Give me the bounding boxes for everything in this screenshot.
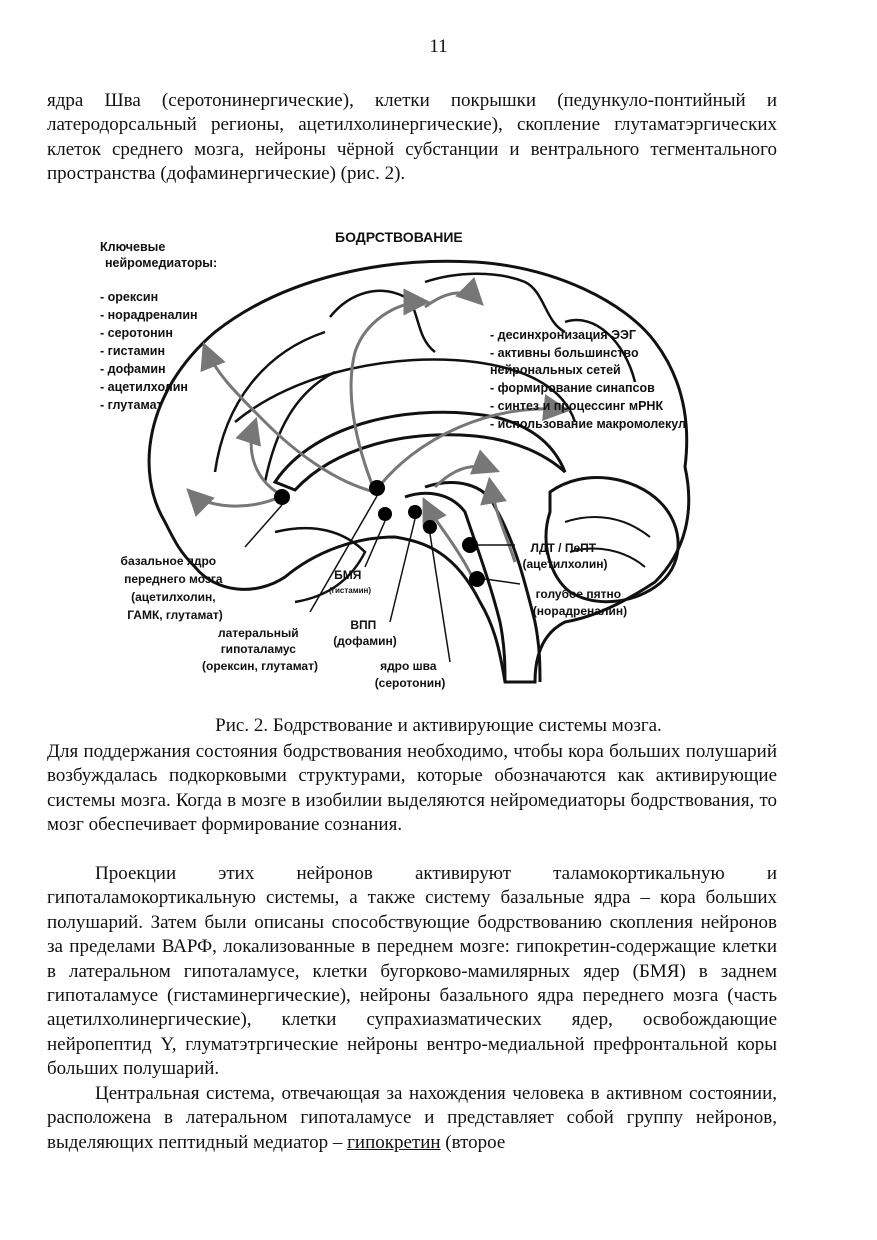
hypocretin-link[interactable]: гипокретин [347, 1131, 441, 1153]
projection-pathway [190, 492, 280, 506]
effects-list: - десинхронизация ЭЭГ - активны большинство нейрональных сетей - формирование синапсов - синтез и процессинг мРНК - использование макромолекул [490, 328, 686, 431]
projection-pathway [351, 302, 425, 492]
label-ldt-ppt: ЛДТ / ПеПТ (ацетилхолин) [522, 541, 608, 571]
mediator-list: - орексин - норадреналин - серотонин - гистамин - дофамин - ацетилхолин - глутамат [100, 290, 198, 412]
label-tmn: БМЯ (гистамин) [328, 568, 372, 595]
nucleus-locus-coeruleus [469, 571, 485, 587]
label-basal-forebrain: базальное ядро переднего мозга (ацетилхолин, ГАМК, глутамат) [120, 554, 223, 622]
nucleus-tuberomammillary [378, 507, 392, 521]
paragraph-4 [47, 1082, 777, 1155]
figure-caption: Рис. 2. Бодрствование и активирующие системы мозга. [215, 715, 662, 736]
nucleus-ldt-ppt [462, 537, 478, 553]
label-vta: ВПП (дофамин) [333, 618, 397, 648]
cerebellum [546, 478, 678, 602]
projection-pathway [425, 293, 480, 307]
label-raphe: ядро шва (серотонин) [374, 659, 446, 690]
label-lateral-hypothalamus: латеральный гипоталамус (орексин, глутамат) [202, 626, 318, 673]
paragraph-2: Для поддержания состояния бодрствования необходимо, чтобы кора больших полушарий возбуждалась подкорковыми структурами, которые обозначаются как активирующие системы мозга. Когда в мозге в изобилии выделяются нейромедиаторы бодрствования, то мозг обеспечивает формирование сознания. [47, 741, 777, 836]
paragraph-4-tail: (второе [440, 1131, 506, 1153]
brain-figure [95, 222, 735, 712]
paragraph-1: ядра Шва (серотонинергические), клетки покрышки (педункуло-понтийный и латеродорсальный регионы, ацетилхолинергические), скопление глутаматэргических клеток среднего мозга, нейроны чёрной субстанции и вентрального тегментального пространства (дофаминергические) (рис. 2). [47, 90, 777, 185]
nucleus-raphe [423, 520, 437, 534]
paragraph-3: Проекции этих нейронов активируют таламокортикальную и гипоталамокортикальную системы, а также систему базальные ядра – кора больших полушарий. Затем были описаны способствующие бодрствованию скопления нейронов за пределами ВАРФ, локализованные в переднем мозге: гипокретин-содержащие клетки в латеральном гипоталамусе, клетки бугорково-мамилярных ядер (БМЯ) в заднем гипоталамусе (гистаминергические), нейроны базального ядра переднего мозга (часть ацетилхолинергические), клетки супрахиазматических ядер, освобождающие нейропептид Y, глуматэтргические нейроны вентро-медиальной префронтальной коры больших полушарий. [47, 863, 777, 1080]
paragraph-4-text: Центральная система, отвечающая за нахождения человека в активном состоянии, расположена в латеральном гипоталамусе и представляет собой группу нейронов, выделяющих пептидный медиатор – [47, 1083, 777, 1153]
label-locus-coeruleus: голубое пятно (норадреналин) [532, 587, 628, 618]
nucleus-lateral-hypothalamus [369, 480, 385, 496]
figure-title: БОДРСТВОВАНИЕ [335, 229, 463, 245]
nucleus-vta [408, 505, 422, 519]
key-heading: Ключевые нейромедиаторы: [100, 240, 218, 270]
page-number: 11 [429, 36, 448, 57]
nucleus-basal-forebrain [274, 489, 290, 505]
